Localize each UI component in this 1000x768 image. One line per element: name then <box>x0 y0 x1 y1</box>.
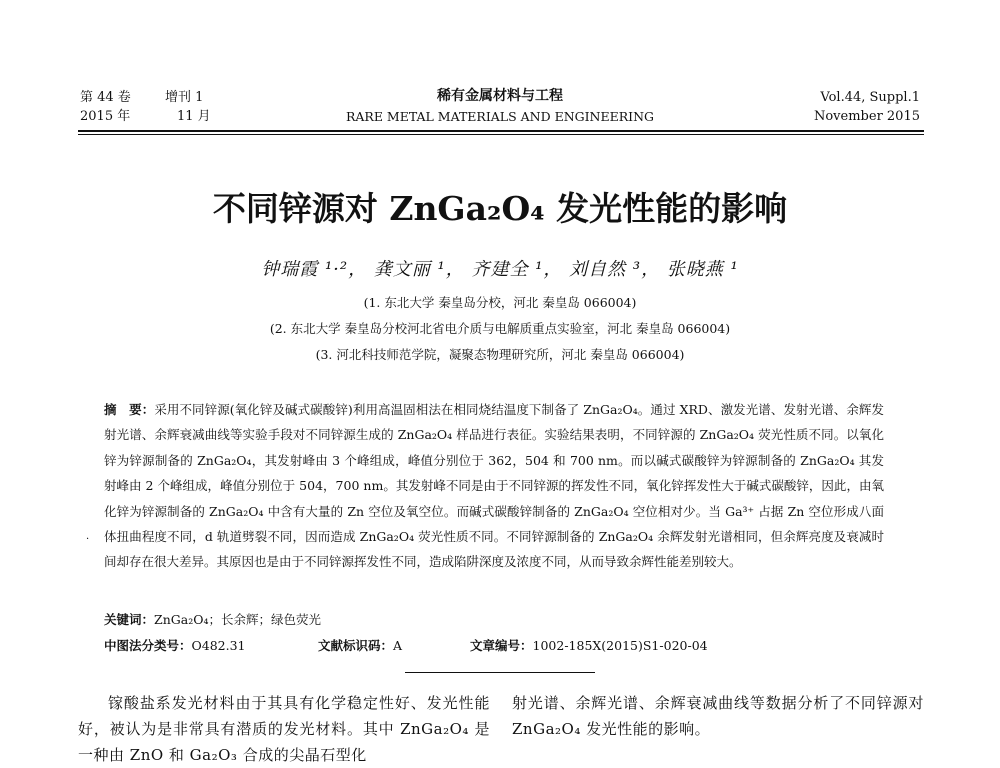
header-rule-thin <box>78 134 924 135</box>
margin-mark: · <box>86 534 90 545</box>
affiliation-1: (1. 东北大学 秦皇岛分校，河北 秦皇岛 066004) <box>363 295 637 310</box>
article-number <box>470 637 708 655</box>
doc-label: 文献标识码： <box>318 638 394 653</box>
keywords-text: ZnGa₂O₄；长余辉；绿色荧光 <box>154 612 321 627</box>
volume-en: Vol.44, Suppl.1 <box>820 90 920 105</box>
abstract-label: 摘 要： <box>104 402 155 417</box>
art-value: 1002-185X(2015)S1-020-04 <box>532 638 708 653</box>
header-rule <box>78 130 924 132</box>
date-en: November 2015 <box>813 109 920 124</box>
document-code <box>318 637 402 655</box>
keywords-label: 关键词： <box>104 612 155 627</box>
keywords <box>104 611 321 629</box>
affiliation-3: (3. 河北科技师范学院，凝聚态物理研究所，河北 秦皇岛 066004) <box>315 347 685 362</box>
abstract-divider <box>405 672 595 673</box>
affiliation-2: (2. 东北大学 秦皇岛分校河北省电介质与电解质重点实验室，河北 秦皇岛 066004) <box>269 321 731 336</box>
doc-value: A <box>393 638 403 653</box>
art-label: 文章编号： <box>470 638 533 653</box>
clc-code <box>104 637 246 655</box>
issue-label: 增刊 1 <box>165 90 204 105</box>
author-list: 钟瑞霞 ¹·²， 龚文丽 ¹， 齐建全 ¹， 刘自然 ³， 张晓燕 ¹ <box>261 259 739 280</box>
journal-title-cn: 稀有金属材料与工程 <box>437 88 563 104</box>
month-label: 11 月 <box>177 109 211 124</box>
body-left-column: 镓酸盐系发光材料由于其具有化学稳定性好、发光性能好，被认为是非常具有潜质的发光材料。其中 ZnGa₂O₄ 是一种由 ZnO 和 Ga₂O₃ 合成的尖晶石型化 <box>78 694 490 764</box>
clc-label: 中图法分类号： <box>104 638 192 653</box>
clc-value: O482.31 <box>191 638 246 653</box>
article-title: 不同锌源对 ZnGa₂O₄ 发光性能的影响 <box>212 189 788 228</box>
year-label: 2015 年 <box>80 109 131 124</box>
body-right-column: 射光谱、余辉光谱、余辉衰减曲线等数据分析了不同锌源对 ZnGa₂O₄ 发光性能的影响。 <box>512 694 924 738</box>
abstract-text: 采用不同锌源(氧化锌及碱式碳酸锌)利用高温固相法在相同烧结温度下制备了 ZnGa₂O₄。通过 XRD、激发光谱、发射光谱、余辉发射光谱、余辉衰减曲线等实验手段对不同锌源生成的 ZnGa₂O₄ 样品进行表征。实验结果表明，不同锌源的 ZnGa₂O₄ 荧光性质不同。以氧化锌为锌源制备的 ZnGa₂O₄，其发射峰由 3 个峰组成，峰值分别位于 362，504 和 700 nm。而以碱式碳酸锌为锌源制备的 ZnGa₂O₄ 其发射峰由 2 个峰组成，峰值分别位于 504，700 nm。其发射峰不同是由于不同锌源的挥发性不同，氧化锌挥发性大于碱式碳酸锌，因此，由氧化锌为锌源制备的 ZnGa₂O₄ 中含有大量的 Zn 空位及氧空位。而碱式碳酸锌制备的 ZnGa₂O₄ 空位相对少。当 Ga³⁺ 占据 Zn 空位形成八面体扭曲程度不同，d 轨道劈裂不同，因而造成 ZnGa₂O₄ 荧光性质不同。不同锌源制备的 ZnGa₂O₄ 余辉发射光谱相同，但余辉亮度及衰减时间却存在很大差异。其原因也是由于不同锌源挥发性不同，造成陷阱深度及浓度不同，从而导致余辉性能差别较大。 <box>104 402 884 570</box>
journal-title-en: RARE METAL MATERIALS AND ENGINEERING <box>345 109 655 124</box>
volume-label: 第 44 卷 <box>80 90 131 105</box>
abstract <box>104 397 884 575</box>
